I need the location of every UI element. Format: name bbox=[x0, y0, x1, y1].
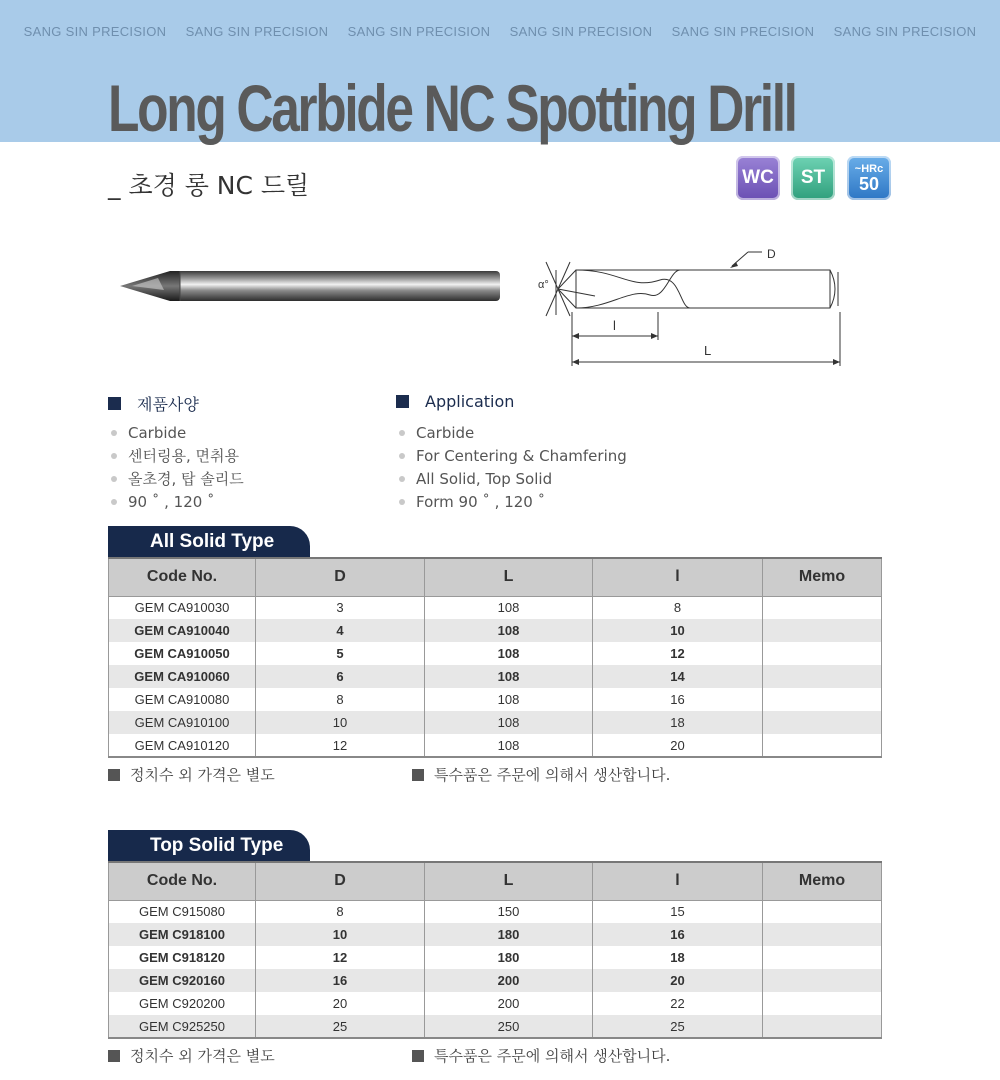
diagram-label-d: D bbox=[767, 247, 776, 261]
cell-d: 8 bbox=[256, 900, 425, 923]
page-title: Long Carbide NC Spotting Drill bbox=[108, 71, 796, 145]
cell-d: 6 bbox=[256, 665, 425, 688]
cell-memo bbox=[763, 969, 882, 992]
cell-l-small: 12 bbox=[593, 642, 763, 665]
top-solid-type-table bbox=[108, 861, 882, 1039]
special-order-note-text: 특수품은 주문에 의해서 생산합니다. bbox=[434, 1047, 671, 1065]
application-item: Form 90 ˚ , 120 ˚ bbox=[396, 493, 627, 516]
cell-l-big: 108 bbox=[425, 596, 593, 619]
drill-photo bbox=[118, 262, 502, 310]
table-row bbox=[109, 946, 882, 969]
table-row bbox=[109, 688, 882, 711]
spec-item: 올초경, 탑 솔리드 bbox=[108, 470, 244, 493]
cell-code-no: GEM CA910040 bbox=[109, 619, 256, 642]
spec-section-heading bbox=[108, 392, 199, 415]
cell-d: 12 bbox=[256, 734, 425, 757]
application-item: Carbide bbox=[396, 424, 627, 447]
special-order-note bbox=[412, 1045, 670, 1066]
cell-d: 16 bbox=[256, 969, 425, 992]
application-item: For Centering & Chamfering bbox=[396, 447, 627, 470]
cell-code-no: GEM CA910080 bbox=[109, 688, 256, 711]
cell-memo bbox=[763, 900, 882, 923]
price-note bbox=[108, 764, 275, 785]
table-row bbox=[109, 992, 882, 1015]
all-solid-type-tab: All Solid Type bbox=[108, 526, 310, 558]
page-subtitle: _ 초경 롱 NC 드릴 bbox=[108, 171, 310, 200]
st-badge-label: ST bbox=[800, 167, 826, 188]
table-row bbox=[109, 619, 882, 642]
header-d: D bbox=[256, 862, 425, 900]
cell-code-no: GEM C925250 bbox=[109, 1015, 256, 1038]
cell-memo bbox=[763, 642, 882, 665]
cell-l-big: 250 bbox=[425, 1015, 593, 1038]
cell-code-no: GEM C920200 bbox=[109, 992, 256, 1015]
table-row bbox=[109, 711, 882, 734]
application-section-title: Application bbox=[425, 392, 515, 411]
drill-dimension-diagram bbox=[530, 240, 860, 376]
square-bullet-icon bbox=[412, 769, 424, 781]
special-order-note-text: 특수품은 주문에 의해서 생산합니다. bbox=[434, 766, 671, 784]
cell-l-big: 200 bbox=[425, 992, 593, 1015]
cell-d: 10 bbox=[256, 923, 425, 946]
cell-code-no: GEM C918100 bbox=[109, 923, 256, 946]
cell-code-no: GEM C918120 bbox=[109, 946, 256, 969]
header-l-big: L bbox=[425, 558, 593, 596]
diagram-label-l-big: L bbox=[704, 343, 712, 358]
cell-d: 12 bbox=[256, 946, 425, 969]
header-l-small: l bbox=[593, 862, 763, 900]
hrc-badge-top: ~HRc bbox=[854, 162, 884, 175]
wc-badge-label: WC bbox=[742, 167, 774, 188]
application-item: All Solid, Top Solid bbox=[396, 470, 627, 493]
table-row bbox=[109, 900, 882, 923]
brand-text: SANG SIN PRECISION bbox=[23, 24, 167, 39]
cell-code-no: GEM CA910100 bbox=[109, 711, 256, 734]
st-badge-icon bbox=[791, 156, 835, 200]
table-header-row bbox=[109, 862, 882, 900]
diagram-label-alpha: α° bbox=[538, 279, 549, 291]
cell-l-small: 22 bbox=[593, 992, 763, 1015]
cell-l-big: 108 bbox=[425, 665, 593, 688]
table-row bbox=[109, 665, 882, 688]
cell-l-small: 18 bbox=[593, 946, 763, 969]
cell-l-small: 8 bbox=[593, 596, 763, 619]
cell-l-small: 16 bbox=[593, 688, 763, 711]
cell-l-small: 16 bbox=[593, 923, 763, 946]
cell-d: 3 bbox=[256, 596, 425, 619]
cell-d: 8 bbox=[256, 688, 425, 711]
header-memo: Memo bbox=[763, 558, 882, 596]
table-row bbox=[109, 1015, 882, 1038]
spec-item: Carbide bbox=[108, 424, 244, 447]
header-l-small: l bbox=[593, 558, 763, 596]
square-bullet-icon bbox=[108, 397, 121, 410]
header-d: D bbox=[256, 558, 425, 596]
wc-badge-icon bbox=[736, 156, 780, 200]
cell-memo bbox=[763, 688, 882, 711]
table-row bbox=[109, 596, 882, 619]
cell-code-no: GEM CA910120 bbox=[109, 734, 256, 757]
brand-text: SANG SIN PRECISION bbox=[185, 24, 329, 39]
brand-text: SANG SIN PRECISION bbox=[833, 24, 977, 39]
cell-memo bbox=[763, 1015, 882, 1038]
cell-l-big: 108 bbox=[425, 619, 593, 642]
cell-code-no: GEM CA910030 bbox=[109, 596, 256, 619]
header-code-no: Code No. bbox=[109, 862, 256, 900]
cell-l-small: 15 bbox=[593, 900, 763, 923]
cell-l-big: 108 bbox=[425, 642, 593, 665]
cell-d: 20 bbox=[256, 992, 425, 1015]
square-bullet-icon bbox=[108, 1050, 120, 1062]
table-row bbox=[109, 923, 882, 946]
cell-code-no: GEM C920160 bbox=[109, 969, 256, 992]
cell-l-big: 150 bbox=[425, 900, 593, 923]
table-row bbox=[109, 969, 882, 992]
cell-l-small: 20 bbox=[593, 969, 763, 992]
spec-list bbox=[108, 424, 244, 516]
table-row bbox=[109, 734, 882, 757]
square-bullet-icon bbox=[412, 1050, 424, 1062]
cell-memo bbox=[763, 619, 882, 642]
top-solid-type-tab: Top Solid Type bbox=[108, 830, 310, 862]
cell-l-big: 180 bbox=[425, 946, 593, 969]
cell-code-no: GEM CA910060 bbox=[109, 665, 256, 688]
cell-memo bbox=[763, 596, 882, 619]
hrc-badge-icon bbox=[847, 156, 891, 200]
cell-memo bbox=[763, 665, 882, 688]
all-solid-type-table bbox=[108, 557, 882, 758]
cell-l-big: 108 bbox=[425, 688, 593, 711]
brand-strip bbox=[0, 24, 1000, 39]
square-bullet-icon bbox=[108, 769, 120, 781]
cell-l-small: 25 bbox=[593, 1015, 763, 1038]
cell-d: 25 bbox=[256, 1015, 425, 1038]
spec-item: 센터링용, 면취용 bbox=[108, 447, 244, 470]
cell-l-big: 108 bbox=[425, 734, 593, 757]
table-header-row bbox=[109, 558, 882, 596]
diagram-label-l-small: l bbox=[613, 318, 616, 333]
cell-l-big: 108 bbox=[425, 711, 593, 734]
cell-d: 4 bbox=[256, 619, 425, 642]
cell-l-big: 200 bbox=[425, 969, 593, 992]
cell-l-small: 20 bbox=[593, 734, 763, 757]
cell-d: 10 bbox=[256, 711, 425, 734]
header-l-big: L bbox=[425, 862, 593, 900]
price-note-text: 정치수 외 가격은 별도 bbox=[130, 1047, 275, 1065]
cell-l-small: 14 bbox=[593, 665, 763, 688]
cell-code-no: GEM CA910050 bbox=[109, 642, 256, 665]
brand-text: SANG SIN PRECISION bbox=[509, 24, 653, 39]
price-note-text: 정치수 외 가격은 별도 bbox=[130, 766, 275, 784]
header-code-no: Code No. bbox=[109, 558, 256, 596]
cell-l-big: 180 bbox=[425, 923, 593, 946]
cell-memo bbox=[763, 946, 882, 969]
application-section-heading bbox=[396, 392, 514, 411]
cell-code-no: GEM C915080 bbox=[109, 900, 256, 923]
cell-memo bbox=[763, 992, 882, 1015]
price-note bbox=[108, 1045, 275, 1066]
cell-memo bbox=[763, 923, 882, 946]
cell-l-small: 18 bbox=[593, 711, 763, 734]
header-memo: Memo bbox=[763, 862, 882, 900]
spec-item: 90 ˚ , 120 ˚ bbox=[108, 493, 244, 516]
cell-memo bbox=[763, 734, 882, 757]
brand-text: SANG SIN PRECISION bbox=[671, 24, 815, 39]
cell-d: 5 bbox=[256, 642, 425, 665]
special-order-note bbox=[412, 764, 670, 785]
cell-l-small: 10 bbox=[593, 619, 763, 642]
spec-section-title: 제품사양 bbox=[137, 395, 199, 414]
cell-memo bbox=[763, 711, 882, 734]
hrc-badge-bottom: 50 bbox=[858, 173, 880, 194]
brand-text: SANG SIN PRECISION bbox=[347, 24, 491, 39]
table-row bbox=[109, 642, 882, 665]
application-list bbox=[396, 424, 627, 516]
square-bullet-icon bbox=[396, 395, 409, 408]
